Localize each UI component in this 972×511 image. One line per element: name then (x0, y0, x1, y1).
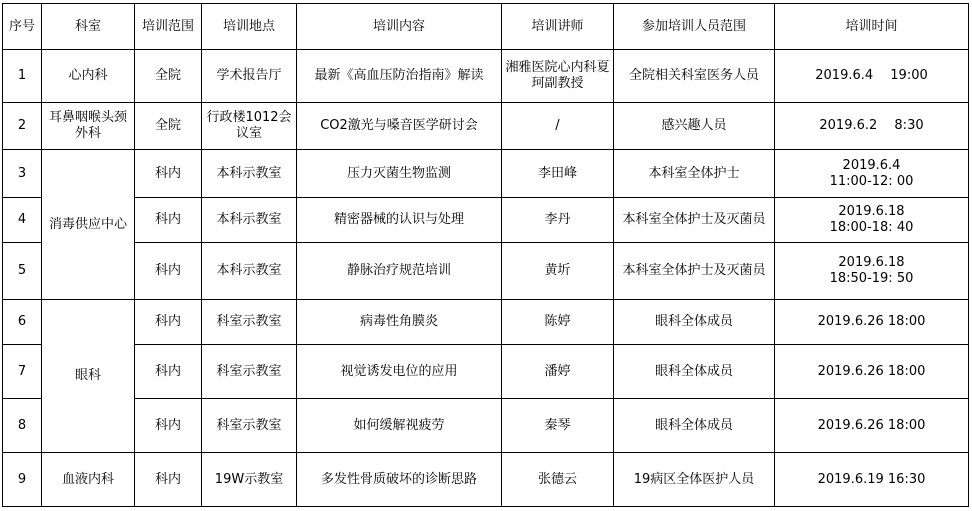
cell-scope: 科内 (135, 150, 202, 198)
cell-scope: 科内 (135, 198, 202, 243)
cell-attendees: 眼科全体成员 (614, 300, 775, 345)
cell-attendees: 眼科全体成员 (614, 345, 775, 399)
cell-place: 19W示教室 (202, 453, 297, 507)
cell-time: 2019.6.2 8:30 (775, 103, 969, 150)
cell-time: 2019.6.26 18:00 (775, 300, 969, 345)
cell-time: 2019.6.4 19:00 (775, 50, 969, 103)
cell-lecturer: 张德云 (502, 453, 614, 507)
cell-scope: 科内 (135, 345, 202, 399)
cell-no: 3 (3, 150, 42, 198)
cell-attendees: 本科室全体护士 (614, 150, 775, 198)
cell-lecturer: 潘婷 (502, 345, 614, 399)
cell-place: 本科示教室 (202, 243, 297, 300)
cell-scope: 全院 (135, 50, 202, 103)
cell-content: 静脉治疗规范培训 (297, 243, 502, 300)
cell-content: CO2激光与嗓音医学研讨会 (297, 103, 502, 150)
cell-lecturer: 黄圻 (502, 243, 614, 300)
header-place: 培训地点 (202, 4, 297, 50)
header-scope: 培训范围 (135, 4, 202, 50)
header-lecturer: 培训讲师 (502, 4, 614, 50)
cell-content: 如何缓解视疲劳 (297, 399, 502, 453)
cell-lecturer: 湘雅医院心内科夏珂副教授 (502, 50, 614, 103)
cell-lecturer: 秦琴 (502, 399, 614, 453)
cell-dept-merged: 眼科 (42, 300, 135, 453)
table-row (3, 453, 969, 507)
table-row (3, 150, 969, 198)
training-schedule-table (2, 3, 969, 507)
cell-time: 2019.6.4 11:00-12: 00 (775, 150, 969, 198)
cell-no: 5 (3, 243, 42, 300)
cell-place: 科室示教室 (202, 300, 297, 345)
cell-place: 本科示教室 (202, 150, 297, 198)
cell-content: 精密器械的认识与处理 (297, 198, 502, 243)
table-row (3, 345, 969, 399)
header-time: 培训时间 (775, 4, 969, 50)
table-row (3, 300, 969, 345)
cell-attendees: 眼科全体成员 (614, 399, 775, 453)
cell-no: 1 (3, 50, 42, 103)
cell-attendees: 19病区全体医护人员 (614, 453, 775, 507)
cell-time: 2019.6.18 18:50-19: 50 (775, 243, 969, 300)
cell-place: 科室示教室 (202, 399, 297, 453)
cell-place: 学术报告厅 (202, 50, 297, 103)
cell-scope: 科内 (135, 243, 202, 300)
cell-no: 7 (3, 345, 42, 399)
cell-time: 2019.6.26 18:00 (775, 399, 969, 453)
cell-content: 病毒性角膜炎 (297, 300, 502, 345)
cell-attendees: 全院相关科室医务人员 (614, 50, 775, 103)
table-row (3, 243, 969, 300)
cell-content: 多发性骨质破坏的诊断思路 (297, 453, 502, 507)
table-row (3, 50, 969, 103)
header-content: 培训内容 (297, 4, 502, 50)
cell-dept-merged: 消毒供应中心 (42, 150, 135, 300)
cell-dept: 血液内科 (42, 453, 135, 507)
header-attendees: 参加培训人员范围 (614, 4, 775, 50)
cell-place: 行政楼1012会议室 (202, 103, 297, 150)
cell-no: 6 (3, 300, 42, 345)
header-row (3, 4, 969, 50)
cell-no: 4 (3, 198, 42, 243)
cell-no: 2 (3, 103, 42, 150)
cell-content: 视觉诱发电位的应用 (297, 345, 502, 399)
cell-content: 最新《高血压防治指南》解读 (297, 50, 502, 103)
cell-lecturer: 李丹 (502, 198, 614, 243)
table-row (3, 103, 969, 150)
cell-scope: 全院 (135, 103, 202, 150)
cell-attendees: 本科室全体护士及灭菌员 (614, 198, 775, 243)
cell-dept: 心内科 (42, 50, 135, 103)
cell-place: 本科示教室 (202, 198, 297, 243)
cell-time: 2019.6.26 18:00 (775, 345, 969, 399)
cell-no: 9 (3, 453, 42, 507)
cell-place: 科室示教室 (202, 345, 297, 399)
cell-time: 2019.6.19 16:30 (775, 453, 969, 507)
header-dept: 科室 (42, 4, 135, 50)
cell-content: 压力灭菌生物监测 (297, 150, 502, 198)
cell-scope: 科内 (135, 300, 202, 345)
cell-lecturer: / (502, 103, 614, 150)
cell-no: 8 (3, 399, 42, 453)
cell-scope: 科内 (135, 399, 202, 453)
cell-dept: 耳鼻咽喉头颈外科 (42, 103, 135, 150)
cell-scope: 科内 (135, 453, 202, 507)
cell-lecturer: 陈婷 (502, 300, 614, 345)
cell-time: 2019.6.18 18:00-18: 40 (775, 198, 969, 243)
header-no: 序号 (3, 4, 42, 50)
cell-lecturer: 李田峰 (502, 150, 614, 198)
cell-attendees: 本科室全体护士及灭菌员 (614, 243, 775, 300)
table-row (3, 399, 969, 453)
table-row (3, 198, 969, 243)
cell-attendees: 感兴趣人员 (614, 103, 775, 150)
